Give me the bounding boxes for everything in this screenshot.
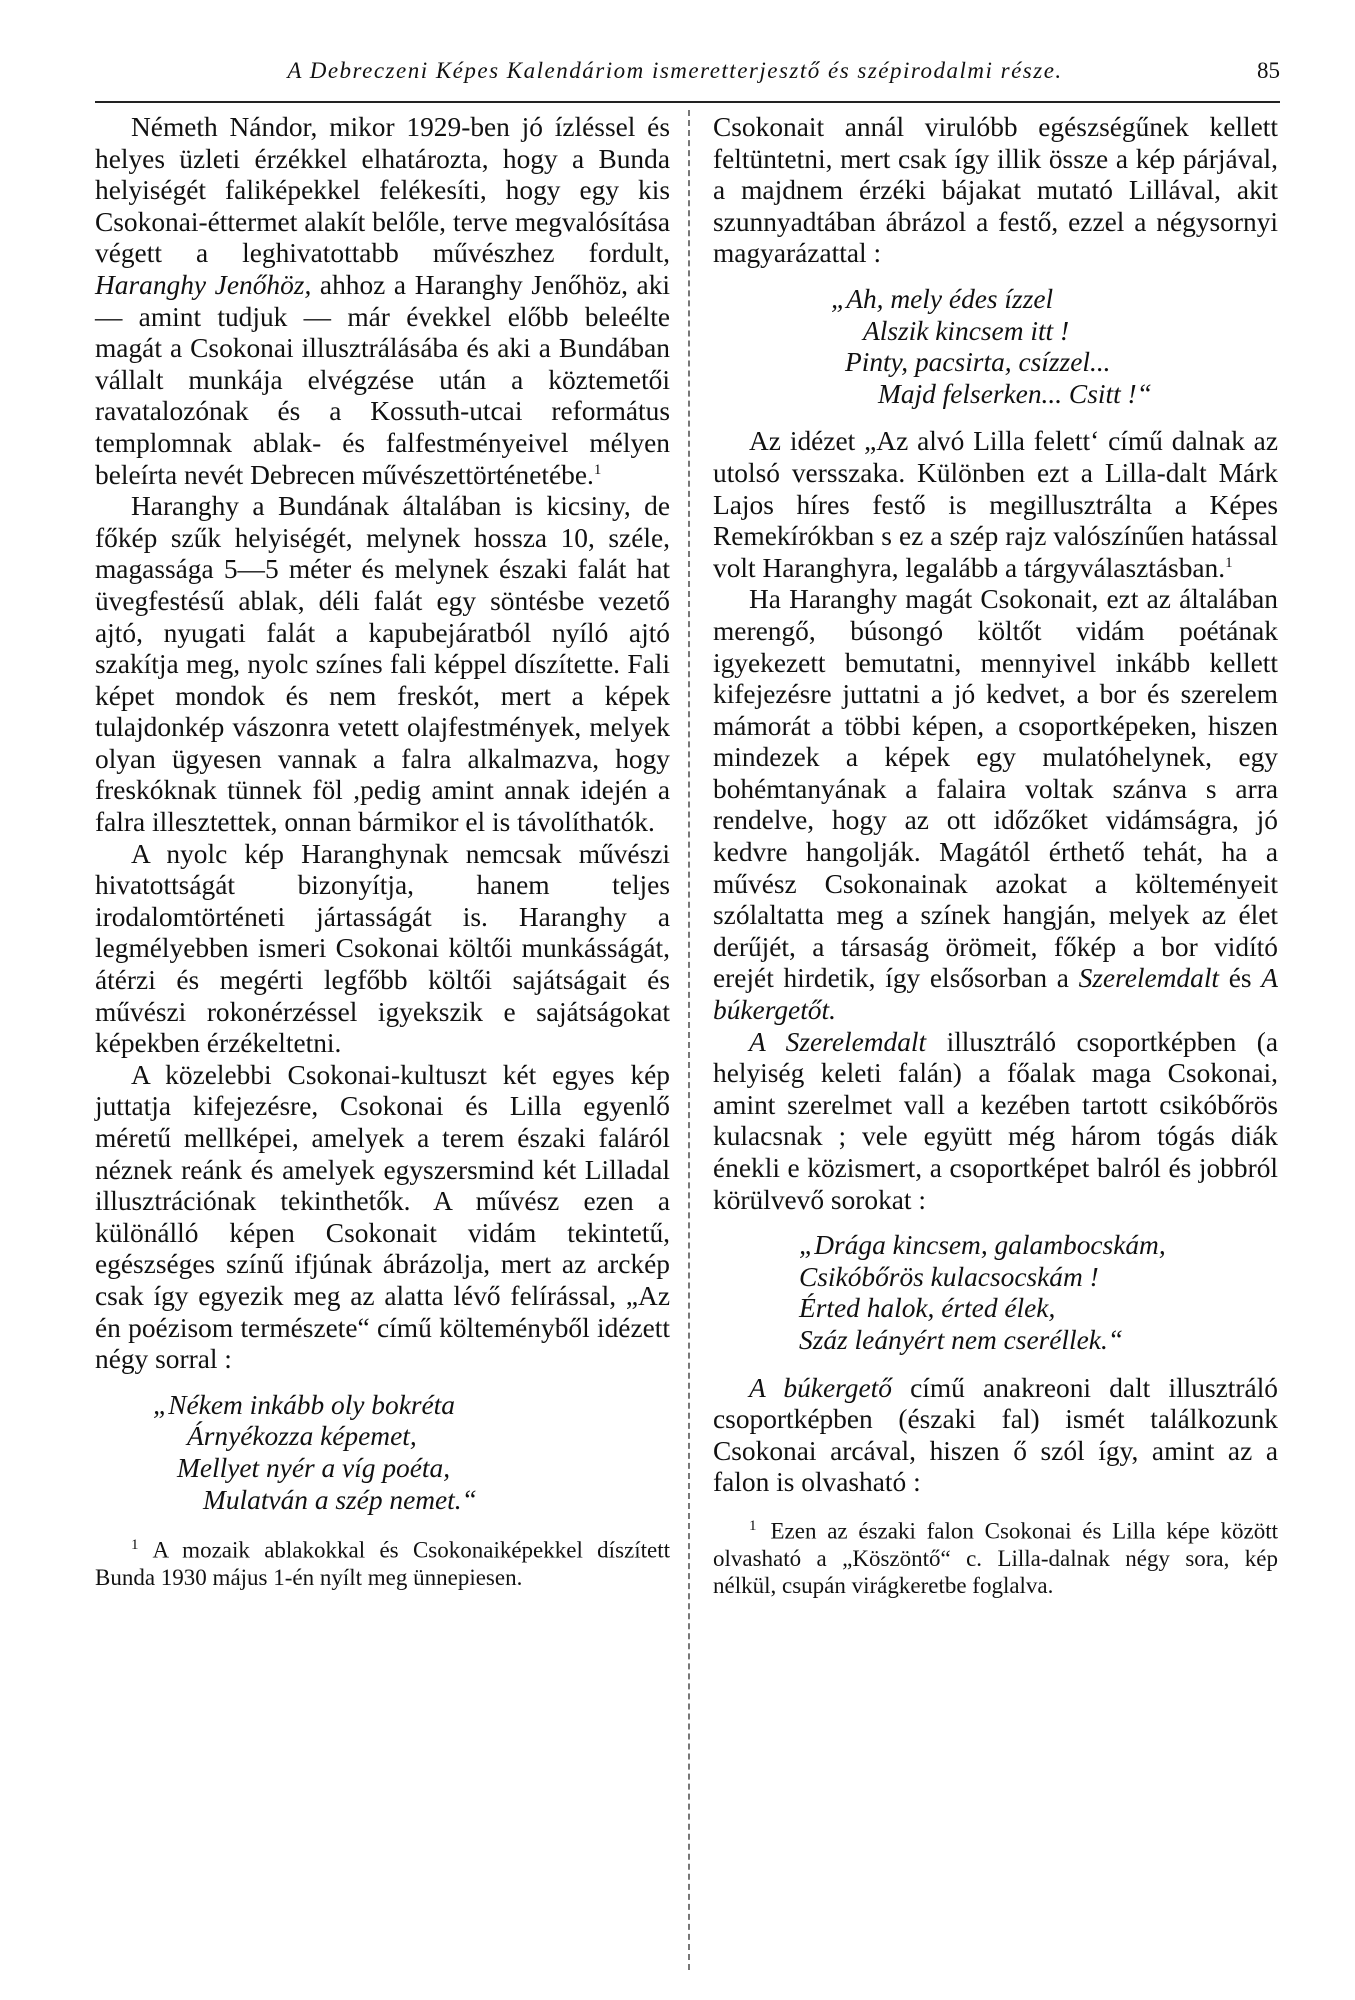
paragraph-text: ahhoz a Haranghy Jenőhöz, aki — amint tudjuk — már évekkel előbb beleélte magát a Csokonai illusztrálásába és aki a Bundában vállalt munkája elvégzése után a köztemetői ravatalozónak és a Kossuth-utcai református templomnak ablak- és falfestményeivel mélyen beleírta nevét Debrecen művészettörténetébe. bbox=[95, 269, 670, 490]
paragraph-text: Haranghy a Bundának általában is kicsiny, de főkép szűk helyiségét, melynek hossza 10, széle, magassága 5—5 méter és melynek északi falát hat üvegfestésű ablak, déli falát egy söntésbe vezető ajtó, nyugati falát a kapubejáratból nyíló ajtó szakítja meg, nyolc színes fali képpel díszítette. Fali képet mondok és nem freskót, mert a képek tulajdonkép vászonra vetett olajfestmények, melyek olyan ügyesen vannak a falra alkalmazva, hogy freskóknak tünnek föl ,pedig amint annak idején a falra illesztettek, onnan bármikor el is távolíthatók. bbox=[95, 491, 670, 838]
paragraph-text: Csokonait annál virulóbb egészségűnek kellett feltüntetni, mert csak így illik össze a kép párjával, a majdnem érzéki bájakat mutató Lillával, akit szunnyadtában ábrázol a festő, ezzel a négysornyi magyarázattal : bbox=[713, 112, 1278, 269]
header-title: A Debreczeni Képes Kalendáriom ismeretterjesztő és szépirodalmi része. bbox=[287, 58, 1063, 83]
paragraph bbox=[95, 1060, 670, 1376]
footnote bbox=[95, 1532, 670, 1591]
italic-title: Szerelemdalt bbox=[1078, 963, 1220, 994]
paragraph-text: Németh Nándor, mikor 1929-ben jó ízléssel és helyes üzleti érzékkel elhatározta, hogy a Bunda helyiségét faliképekkel felékesíti, hogy egy kis Csokonai-éttermet alakít belőle, terve megvalósítása végett a leghivatottabb művészhez fordult, bbox=[95, 112, 670, 269]
italic-title: A búkergetőt. bbox=[713, 963, 1278, 1026]
paragraph-text: és bbox=[1228, 963, 1252, 994]
verse-line: Árnyékozza képemet, bbox=[187, 1421, 417, 1452]
paragraph bbox=[95, 839, 670, 1060]
paragraph bbox=[95, 112, 670, 491]
footnote-ref: 1 bbox=[593, 461, 602, 478]
verse-line: „Nékem inkább oly bokréta bbox=[153, 1389, 455, 1420]
italic-title: A búkergető bbox=[749, 1372, 892, 1403]
footnote-text: A mozaik ablakokkal és Csokonaiképekkel díszített Bunda 1930 május 1-én nyílt meg ünnepiesen. bbox=[95, 1537, 670, 1590]
paragraph-text: illusztráló csoportképben (a helyiség keleti falán) a főalak maga Csokonai, amint szerelmet vall a kezében tartott csikóbőrös kulacsnak ; vele együtt még három tógás diák énekli e közismert, a csoportképet balról és jobbról körülvevő sorokat : bbox=[713, 1026, 1278, 1215]
verse-line: Pinty, pacsirta, csízzel... bbox=[845, 347, 1111, 378]
paragraph-text: Az idézet „Az alvó Lilla felett‘ című dalnak az utolsó versszaka. Különben ezt a Lilla-dalt Márk Lajos híres festő is megillusztrálta a Képes Remekírókban s ez a szép rajz valószínűen hatással volt Haranghyra, legalább a tárgyválasztásban. bbox=[713, 426, 1278, 583]
paragraph-text: A közelebbi Csokonai-kultuszt két egyes kép juttatja kifejezésre, Csokonai és Lilla egyenlő méretű mellképei, amelyek a terem északi faláról néznek reánk és amelyek egyszersmind két Lilladal illusztrációnak tekinthetők. A művész ezen a különálló képen Csokonait vidám tekintetű, egészséges színű ifjúnak ábrázolja, mert az arckép csak így egyezik meg az alatta lévő felírással, „Az én poézisom természete“ című költeményből idézett négy sorral : bbox=[95, 1059, 670, 1375]
verse-line: Alszik kincsem itt ! bbox=[863, 315, 1070, 346]
paragraph bbox=[713, 1027, 1278, 1217]
footnote-mark: 1 bbox=[749, 1517, 757, 1534]
verse-quote bbox=[713, 1230, 1278, 1356]
italic-title: A Szerelemdalt bbox=[749, 1026, 927, 1057]
verse-quote bbox=[713, 284, 1278, 410]
verse-line: Majd felserken... Csitt !“ bbox=[878, 378, 1152, 409]
verse-line: Csikóbőrös kulacsocskám ! bbox=[799, 1261, 1099, 1292]
paragraph bbox=[713, 584, 1278, 1026]
footnote-text: Ezen az északi falon Csokonai és Lilla képe között olvasható a „Köszöntő“ c. Lilla-dalnak négy sora, kép nélkül, csupán virágkeretbe foglalva. bbox=[713, 1518, 1278, 1598]
verse-line: „Drága kincsem, galambocskám, bbox=[799, 1230, 1166, 1261]
left-column bbox=[95, 112, 670, 1591]
page-number: 85 bbox=[1257, 58, 1280, 83]
paragraph bbox=[713, 112, 1278, 270]
right-column bbox=[713, 112, 1278, 1599]
paragraph bbox=[713, 426, 1278, 584]
verse-line: „Ah, mely édes ízzel bbox=[831, 283, 1054, 314]
footnote bbox=[713, 1513, 1278, 1599]
column-divider bbox=[688, 110, 690, 1970]
paragraph bbox=[95, 491, 670, 839]
paragraph-text: Ha Haranghy magát Csokonait, ezt az általában merengő, búsongó költőt vidám poétának igyekezett bemutatni, mennyivel inkább kellett kifejezésre juttatni a jó kedvet, a bor és szerelem mámorát a többi képen, a csoportképeken, hiszen mindezek a képek egy mulatóhelynek, egy bohémtanyának a falaira voltak szánva s arra rendelve, hogy az ott időzőket vidámságra, jó kedvre hangolják. Magától érthető tehát, ha a művész Csokonainak azokat a költeményeit szólaltatta meg a színek hangján, melyek az élet derűjét, a társaság örömeit, főkép a bor vidító erejét hirdetik, így elsősorban a bbox=[713, 584, 1278, 994]
paragraph-text: című anakreoni dalt illusztráló csoportképben (északi fal) ismét találkozunk Csokonai arcával, hiszen ő szól így, amint az a falon is olvasható : bbox=[713, 1372, 1278, 1498]
verse-line: Mellyet nyér a víg poéta, bbox=[177, 1452, 451, 1483]
verse-quote bbox=[95, 1390, 670, 1516]
italic-name: Haranghy Jenőhöz, bbox=[95, 269, 312, 300]
running-header bbox=[95, 58, 1280, 98]
footnote-mark: 1 bbox=[131, 1537, 139, 1554]
footnote-ref: 1 bbox=[1225, 554, 1233, 571]
verse-line: Mulatván a szép nemet.“ bbox=[203, 1484, 477, 1515]
paragraph bbox=[713, 1373, 1278, 1499]
verse-line: Érted halok, érted élek, bbox=[799, 1293, 1056, 1324]
header-rule bbox=[95, 101, 1280, 103]
paragraph-text: A nyolc kép Haranghynak nemcsak művészi hivatottságát bizonyítja, hanem teljes irodalomtörténeti jártasságát is. Haranghy a legmélyebben ismeri Csokonai költői munkásságát, átérzi és megérti legfőbb költői sajátságait és művészi rokonérzéssel igyekszik e sajátságokat képekben érzékeltetni. bbox=[95, 838, 670, 1059]
verse-line: Száz leányért nem cseréllek.“ bbox=[799, 1324, 1124, 1355]
